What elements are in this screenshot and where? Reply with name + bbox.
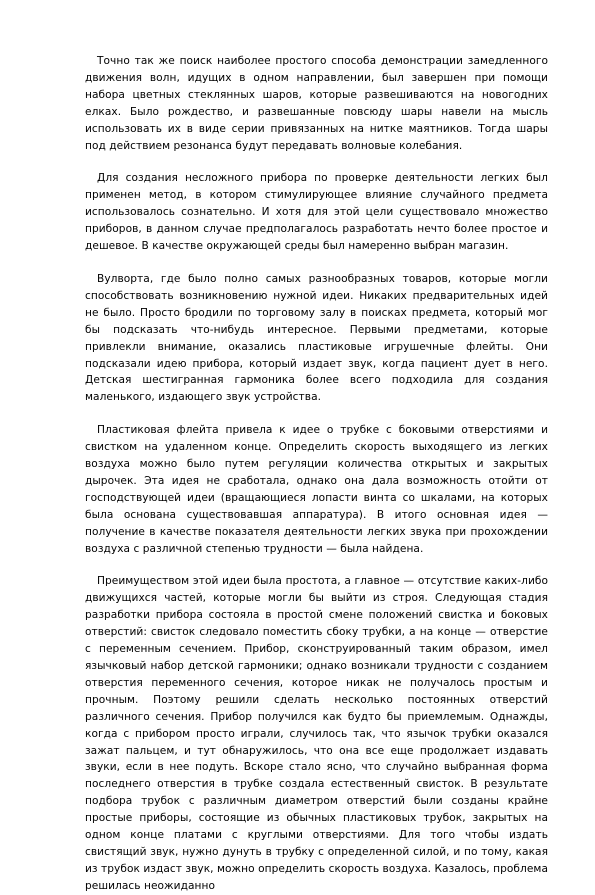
paragraph-4: Пластиковая флейта привела к идее о трубке с боковыми отверстиями и свистком на удаленном конце. Определить скорость выходящего из легких воздуха можно было путем регуляции количества открытых и закрытых дырочек. Эта идея не сработала, однако она дала возможность отойти от господствующей идеи (вращающиеся лопасти винта со шкалами, на которых была основана существовавшая аппаратура). В итого основная идея — получение в качестве показателя деятельности легких звука при прохождении воздуха с различной степенью трудности — была найдена.: [85, 424, 548, 555]
paragraph-3: Вулворта, где было полно самых разнообразных товаров, которые могли способствовать возникновению нужной идеи. Никаких предварительных идей не было. Просто бродили по торговому залу в поисках предмета, который мог бы подсказать что-нибудь интересное. Первыми предметами, которые привлекли внимание, оказались пластиковые игрушечные флейты. Они подсказали идею прибора, который издает звук, когда пациент дует в него. Детская шестигранная гармоника более всего подходила для создания маленького, издающего звук устройства.: [85, 272, 548, 404]
paragraph-2: Для создания несложного прибора по проверке деятельности легких был применен метод, в котором стимулирующее влияние случайного предмета использовалось сознательно. И хотя для этой цели существовало множество приборов, в данном случае предполагалось разработать нечто более простое и дешевое. В качестве окружающей среды был намеренно выбран магазин.: [85, 172, 548, 253]
paragraph-1: Точно так же поиск наиболее простого способа демонстрации замедленного движения волн, идущих в одном направлении, был завершен при помощи набора цветных стеклянных шаров, которые развешиваются на новогодних елках. Было рождество, и развешанные повсюду шары навели на мысль использовать их в виде серии привязанных на нитке маятников. Тогда шары под действием резонанса будут передавать волновые колебания.: [85, 55, 548, 152]
body-text: [85, 53, 548, 895]
paragraph-5: Преимуществом этой идеи была простота, а главное — отсутствие каких-либо движущихся частей, которые могли бы выйти из строя. Следующая стадия разработки прибора состояла в простой смене положений свистка и боковых отверстий: свисток следовало поместить сбоку трубки, а на конце — отверстие с переменным сечением. Прибор, сконструированный таким образом, имел язычковый набор детской гармоники; однако возникали трудности с созданием отверстия переменного сечения, которое никак не получалось простым и прочным. Поэтому решили сделать несколько постоянных отверстий различного сечения. Прибор получился как будто бы приемлемым. Однажды, когда с прибором просто играли, случилось так, что язычок трубки оказался зажат пальцем, и тут обнаружилось, что она все еще продолжает издавать звуки, если в нее подуть. Вскоре стало ясно, что случайно выбранная форма последнего отверстия в трубке создала естественный свисток. В результате подбора трубок с различным диаметром отверстий были созданы крайне простые приборы, состоящие из обычных пластиковых трубок, закрытых на одном конце платами с круглыми отверстиями. Для того чтобы издать свистящий звук, нужно дунуть в трубку с определенной силой, и по тому, какая из трубок издаст звук, можно определить скорость воздуха. Казалось, проблема решилась неожиданно: [85, 575, 548, 892]
